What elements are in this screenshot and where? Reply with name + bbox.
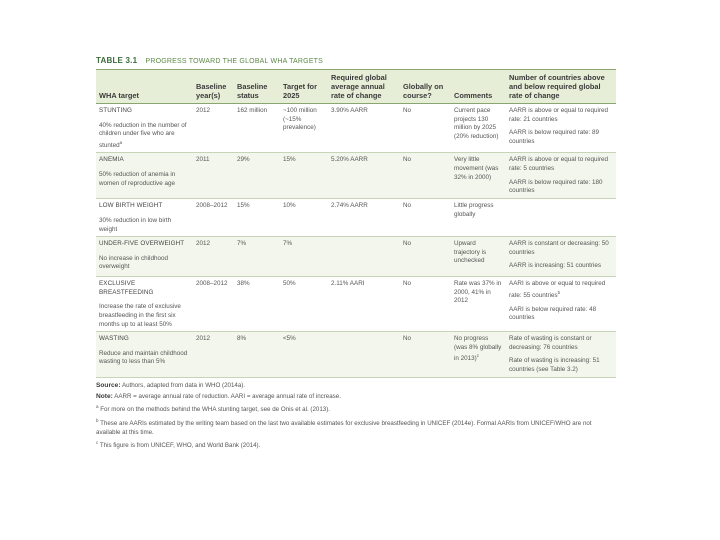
target-name: UNDER-FIVE OVERWEIGHT — [99, 240, 185, 248]
target-cell — [96, 237, 193, 277]
on-course-cell: No — [400, 199, 451, 237]
target-name: LOW BIRTH WEIGHT — [99, 202, 163, 210]
required-rate-cell — [328, 332, 400, 378]
target-2025-cell: 15% — [280, 153, 328, 199]
header-comments: Comments — [451, 70, 506, 104]
countries-cell — [506, 104, 616, 153]
required-rate-cell: 5.20% AARR — [328, 153, 400, 199]
footnote-mark: c — [96, 440, 99, 446]
source-label: Source: — [96, 382, 121, 390]
target-description: Reduce and maintain childhood wasting to less than 5% — [99, 349, 188, 366]
baseline-year-cell: 2008–2012 — [193, 199, 234, 237]
target-2025-cell: ~100 million (~15% prevalence) — [280, 104, 328, 153]
baseline-year-cell: 2012 — [193, 104, 234, 153]
comments-cell: Upward trajectory is unchecked — [451, 237, 506, 277]
target-name: ANEMIA — [99, 156, 124, 164]
comments-text: No progress (was 8% globally in 2013) — [454, 335, 502, 363]
footnote — [96, 417, 616, 437]
required-rate-cell: 3.90% AARR — [328, 104, 400, 153]
target-2025-cell: 10% — [280, 199, 328, 237]
source-text: Authors, adapted from data in WHO (2014a). — [121, 382, 246, 390]
footnote-text: These are AARIs estimated by the writing team based on the last two available estimates for exclusive breastfeeding in UNICEF (2014e). Formal AARIs from UNICEF/WHO are not available at this time. — [96, 420, 592, 436]
table-row — [96, 237, 616, 277]
countries-line: Rate of wasting is increasing: 51 countries (see Table 3.2) — [509, 357, 600, 373]
abbreviation-note — [96, 393, 616, 402]
note-label: Note: — [96, 392, 113, 400]
on-course-cell: No — [400, 153, 451, 199]
countries-line: AARI is below required rate: 48 countries — [509, 305, 597, 322]
header-required-rate: Required global average annual rate of change — [328, 70, 400, 104]
table-row — [96, 153, 616, 199]
target-description: Increase the rate of exclusive breastfeeding in the first six months up to at least 50% — [99, 303, 181, 328]
header-on-course: Globally on course? — [400, 70, 451, 104]
countries-line: AARR is above or equal to required rate: 5 countries — [509, 156, 609, 173]
table-row — [96, 277, 616, 332]
countries-cell — [506, 332, 616, 378]
target-name: WASTING — [99, 335, 129, 343]
header-row — [96, 70, 616, 104]
note-text: AARR = average annual rate of reduction. AARI = average annual rate of increase. — [114, 392, 341, 400]
countries-line: Rate of wasting is constant or decreasing: 76 countries — [509, 335, 592, 351]
target-cell — [96, 277, 193, 332]
footnote — [96, 439, 616, 451]
comments-cell: Very little movement (was 32% in 2000) — [451, 153, 506, 199]
countries-line: AARR is below required rate: 180 countries — [509, 178, 603, 195]
source-note — [96, 382, 616, 391]
baseline-year-cell: 2008–2012 — [193, 277, 234, 332]
table-number: TABLE 3.1 — [96, 56, 138, 65]
header-countries: Number of countries above and below required global rate of change — [506, 70, 616, 104]
countries-line: AARR is increasing: 51 countries — [509, 262, 602, 270]
table-title: PROGRESS TOWARD THE GLOBAL WHA TARGETS — [145, 58, 324, 65]
footnote-text: For more on the methods behind the WHA stunting target, see de Onis et al. (2013). — [100, 406, 330, 414]
table-caption — [96, 56, 616, 65]
countries-cell — [506, 199, 616, 237]
comments-cell — [451, 332, 506, 378]
on-course-cell: No — [400, 332, 451, 378]
target-cell — [96, 153, 193, 199]
countries-line: AARR is above or equal to required rate: 21 countries — [509, 107, 609, 123]
comments-cell: Little progress globally — [451, 199, 506, 237]
baseline-status-cell: 162 million — [234, 104, 280, 153]
target-name: EXCLUSIVE BREASTFEEDING — [99, 280, 154, 296]
target-description: 30% reduction in low birth weight — [99, 217, 172, 233]
target-description: 50% reduction of anemia in women of reproductive age — [99, 171, 176, 187]
target-2025-cell: 50% — [280, 277, 328, 332]
footnote — [96, 403, 616, 415]
target-2025-cell: <5% — [280, 332, 328, 378]
comments-cell: Rate was 37% in 2000, 41% in 2012 — [451, 277, 506, 332]
on-course-cell: No — [400, 277, 451, 332]
target-description: 40% reduction in the number of children under five who are stunted — [99, 121, 187, 149]
table-notes — [96, 382, 616, 451]
document — [96, 56, 616, 453]
header-wha-target: WHA target — [96, 70, 193, 104]
table-row — [96, 332, 616, 378]
countries-cell — [506, 237, 616, 277]
baseline-status-cell: 38% — [234, 277, 280, 332]
header-target-2025: Target for 2025 — [280, 70, 328, 104]
baseline-status-cell: 8% — [234, 332, 280, 378]
countries-line: AARI is above or equal to required rate: 55 countries — [509, 280, 606, 299]
table-row — [96, 199, 616, 237]
footnote-mark: c — [476, 353, 480, 359]
countries-cell — [506, 153, 616, 199]
required-rate-cell — [328, 237, 400, 277]
baseline-status-cell: 7% — [234, 237, 280, 277]
footnote-text: This figure is from UNICEF, WHO, and World Bank (2014). — [99, 442, 261, 450]
header-baseline-status: Baseline status — [234, 70, 280, 104]
countries-cell — [506, 277, 616, 332]
on-course-cell: No — [400, 237, 451, 277]
target-name: STUNTING — [99, 107, 132, 114]
baseline-year-cell: 2011 — [193, 153, 234, 199]
target-cell — [96, 332, 193, 378]
header-baseline-year: Baseline year(s) — [193, 70, 234, 104]
required-rate-cell: 2.11% AARI — [328, 277, 400, 332]
required-rate-cell: 2.74% AARR — [328, 199, 400, 237]
countries-line: AARR is constant or decreasing: 50 countries — [509, 240, 609, 256]
comments-cell: Current pace projects 130 million by 2025 (20% reduction) — [451, 104, 506, 153]
footnote-mark: b — [557, 289, 561, 295]
baseline-year-cell: 2012 — [193, 237, 234, 277]
countries-line: AARR is below required rate: 89 countries — [509, 129, 599, 145]
wha-targets-table — [96, 69, 616, 378]
footnote-mark: b — [96, 418, 99, 424]
footnote-mark: a — [96, 404, 99, 410]
target-2025-cell: 7% — [280, 237, 328, 277]
baseline-year-cell: 2012 — [193, 332, 234, 378]
target-cell — [96, 199, 193, 237]
target-description: No increase in childhood overweight — [99, 254, 168, 271]
target-cell — [96, 104, 193, 153]
baseline-status-cell: 15% — [234, 199, 280, 237]
baseline-status-cell: 29% — [234, 153, 280, 199]
table-row — [96, 104, 616, 153]
on-course-cell: No — [400, 104, 451, 153]
footnote-mark: a — [119, 139, 123, 145]
